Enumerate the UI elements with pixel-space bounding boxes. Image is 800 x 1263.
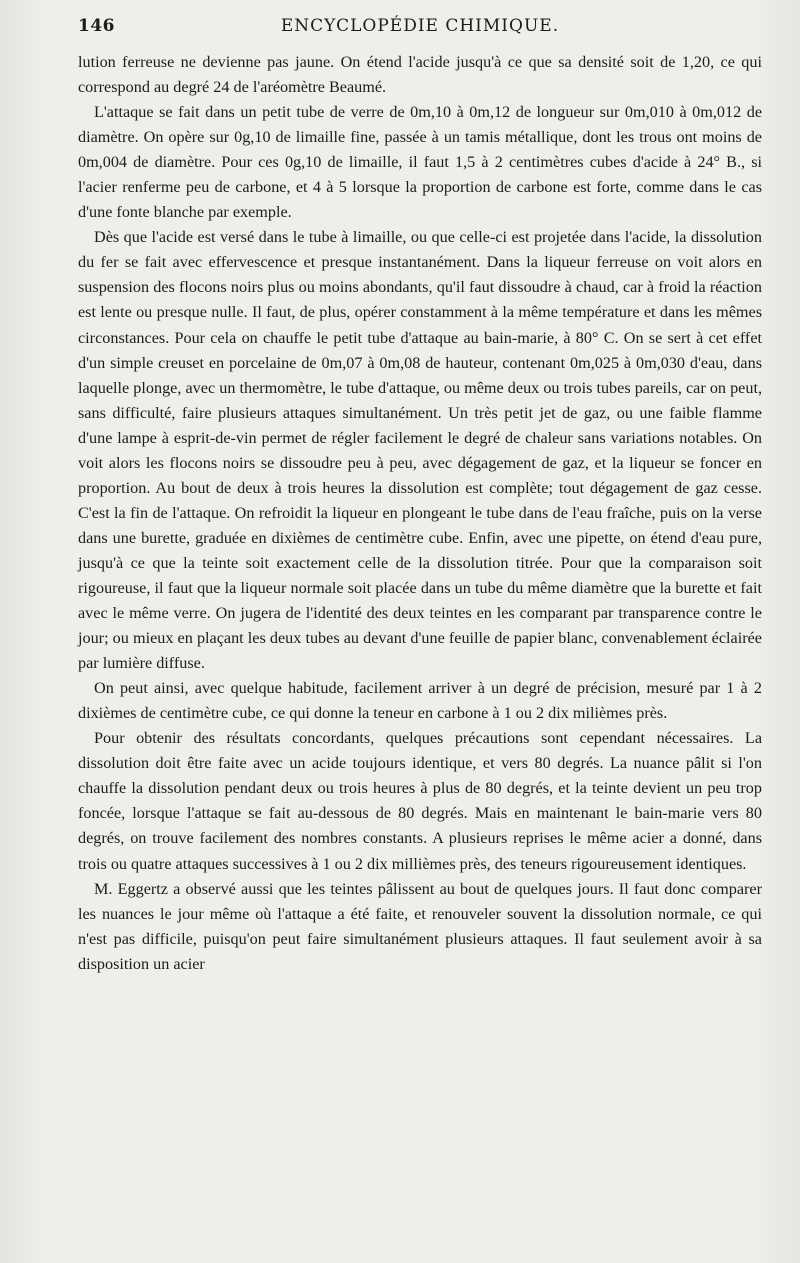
paragraph-2: L'attaque se fait dans un petit tube de verre de 0m,10 à 0m,12 de longueur sur 0m,010 à 0m,012 de diamètre. On opère sur 0g,10 de limaille fine, passée à un tamis métallique, dont les trous ont moins de 0m,004 de diamètre. Pour ces 0g,10 de limaille, il faut 1,5 à 2 centimètres cubes d'acide à 24° B., si l'acier renferme peu de carbone, et 4 à 5 lorsque la proportion de carbone est forte, comme dans le cas d'une fonte blanche par exemple. xyxy=(78,103,762,222)
running-header xyxy=(78,16,762,50)
paragraph-4: On peut ainsi, avec quelque habitude, facilement arriver à un degré de précision, mesuré par 1 à 2 dixièmes de centimètre cube, ce qui donne la teneur en carbone à 1 ou 2 dix milièmes près. xyxy=(78,679,762,723)
paragraph-3: Dès que l'acide est versé dans le tube à limaille, ou que celle-ci est projetée dans l'acide, la dissolution du fer se fait avec effervescence et presque instantanément. Dans la liqueur ferreuse on voit alors en suspension des flocons noirs plus ou moins abondants, qu'il faut dissoudre à chaud, car à froid la réaction est lente ou presque nulle. Il faut, de plus, opérer constamment à la même température et dans les mêmes circonstances. Pour cela on chauffe le petit tube d'attaque au bain-marie, à 80° C. On se sert à cet effet d'un simple creuset en porcelaine de 0m,07 à 0m,08 de hauteur, contenant 0m,025 à 0m,030 d'eau, dans laquelle plonge, avec un thermomètre, le tube d'attaque, ou même deux ou trois tubes pareils, car on peut, sans difficulté, faire plusieurs attaques simultanément. Un très petit jet de gaz, ou une faible flamme d'une lampe à esprit-de-vin permet de régler facilement le degré de chaleur sans variations notables. On voit alors les flocons noirs se dissoudre peu à peu, avec dégagement de gaz, et la liqueur se foncer en proportion. Au bout de deux à trois heures la dissolution est complète; tout dégagement de gaz cesse. C'est la fin de l'attaque. On refroidit la liqueur en plongeant le tube dans de l'eau fraîche, puis on la verse dans une burette, graduée en dixièmes de centimètre cube. Enfin, avec une pipette, on étend d'eau pure, jusqu'à ce que la teinte soit exactement celle de la dissolution titrée. Pour que la comparaison soit rigoureuse, il faut que la liqueur normale soit placée dans un tube du même diamètre que la burette et fait avec le même verre. On jugera de l'identité des deux teintes en les comparant par transparence contre le jour; ou mieux en plaçant les deux tubes au devant d'une feuille de papier blanc, convenablement éclairée par lumière diffuse. xyxy=(78,228,762,673)
paragraph-6: M. Eggertz a observé aussi que les teintes pâlissent au bout de quelques jours. Il faut donc comparer les nuances le jour même où l'attaque a été faite, et renouveler souvent la dissolution normale, ce qui n'est pas difficile, puisqu'on peut faire simultanément plusieurs attaques. Il faut seulement avoir à sa disposition un acier xyxy=(78,879,762,973)
paragraph-1: lution ferreuse ne devienne pas jaune. On étend l'acide jusqu'à ce que sa densité soit de 1,20, ce qui correspond au degré 24 de l'aréomètre Beaumé. xyxy=(78,53,762,97)
body-text xyxy=(78,50,762,977)
running-title: ENCYCLOPÉDIE CHIMIQUE. xyxy=(280,16,560,36)
paragraph-5: Pour obtenir des résultats concordants, quelques précautions sont cependant nécessaires. La dissolution doit être faite avec un acide toujours identique, et vers 80 degrés. La nuance pâlit si l'on chauffe la dissolution pendant deux ou trois heures à plus de 80 degrés, et la teinte devient un peu trop foncée, lorsque l'attaque se fait au-dessous de 80 degrés. Mais en maintenant le bain-marie vers 80 degrés, on trouve facilement des nombres constants. A plusieurs reprises le même acier a donné, dans trois ou quatre attaques successives à 1 ou 2 dix millièmes près, des teneurs rigoureusement identiques. xyxy=(78,729,762,873)
page-number: 146 xyxy=(78,16,115,36)
